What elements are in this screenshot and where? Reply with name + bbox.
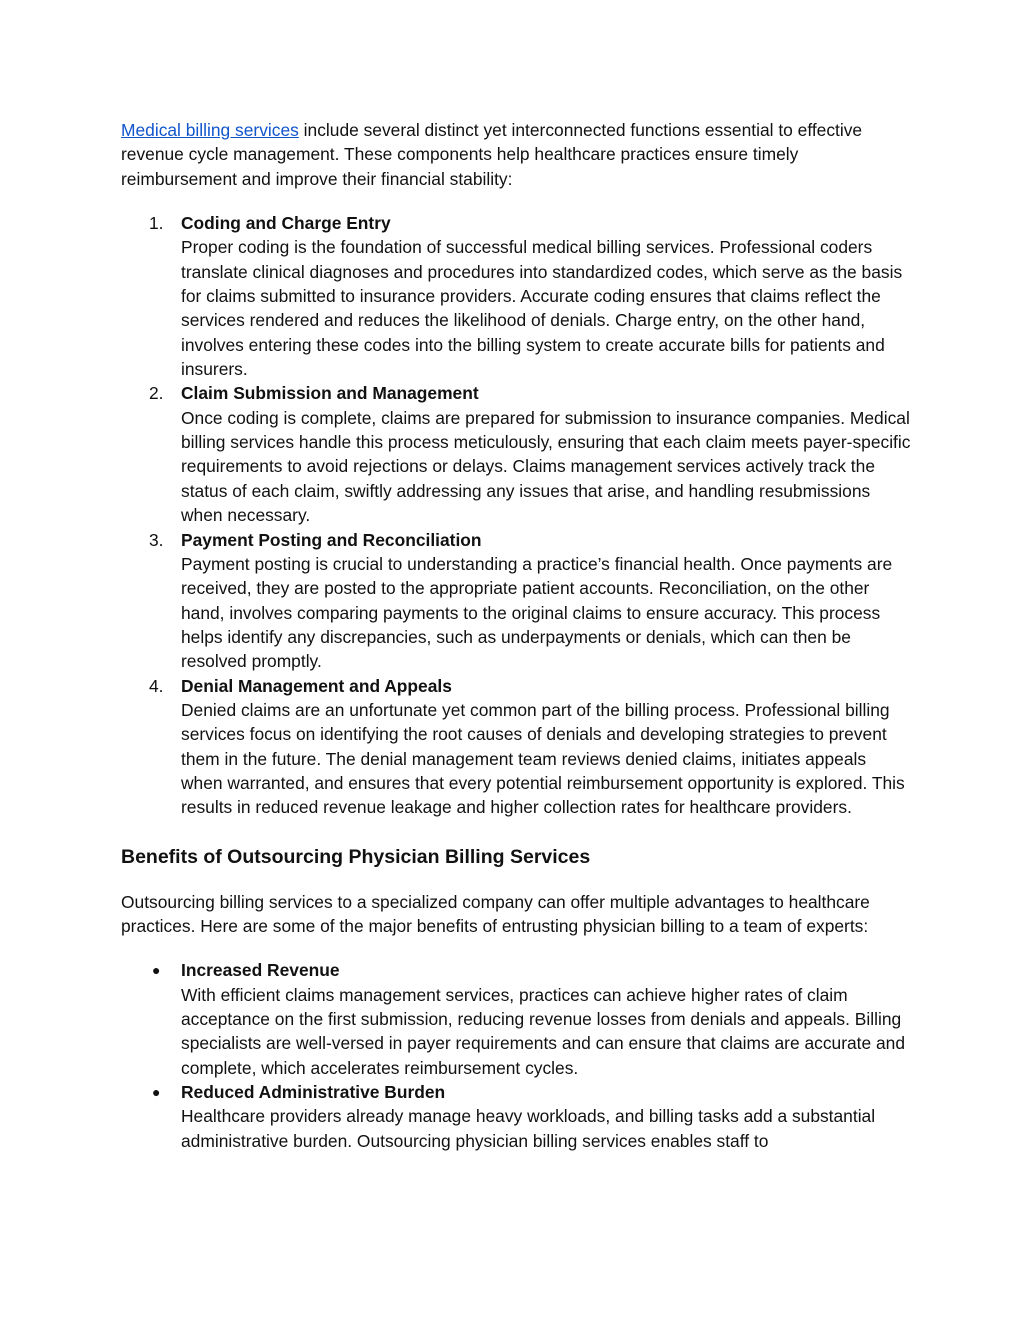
numbered-list (121, 211, 911, 820)
list-item-title: Denial Management and Appeals (181, 675, 452, 696)
list-item (121, 381, 911, 527)
bullet-item (121, 958, 911, 1080)
section-heading: Benefits of Outsourcing Physician Billing Services (121, 845, 591, 868)
bullet-item (121, 1080, 911, 1153)
list-number: 3. (149, 529, 164, 550)
bullet-icon: ● (152, 962, 161, 979)
bullet-item-title: Reduced Administrative Burden (181, 1082, 446, 1103)
document-page (121, 118, 911, 1153)
list-item (121, 528, 911, 674)
list-item-body: Once coding is complete, claims are prepared for submission to insurance companies. Medical billing services handle this process meticulously, ensuring that each claim meets payer-specific requirements to avoid rejections or delays. Claims management services actively track the status of each claim, swiftly addressing any issues that arise, and handling resubmissions when necessary. (181, 407, 911, 526)
list-item-body: Proper coding is the foundation of successful medical billing services. Professional coders translate clinical diagnoses and procedures into standardized codes, which serve as the basis for claims submitted to insurance providers. Accurate coding ensures that claims reflect the services rendered and reduces the likelihood of denials. Charge entry, on the other hand, involves entering these codes into the billing system to create accurate bills for patients and insurers. (181, 237, 903, 380)
medical-billing-services-link[interactable]: Medical billing services (121, 120, 299, 140)
list-item-body: Payment posting is crucial to understanding a practice’s financial health. Once payments are received, they are posted to the appropriate patient accounts. Reconciliation, on the other hand, involves comparing payments to the original claims to ensure accuracy. This process helps identify any discrepancies, such as underpayments or denials, which can then be resolved promptly. (181, 553, 893, 672)
bullet-item-body: With efficient claims management services, practices can achieve higher rates of claim acceptance on the first submission, reducing revenue losses from denials and appeals. Billing specialists are well-versed in payer requirements and can ensure that claims are accurate and complete, which accelerates reimbursement cycles. (181, 984, 906, 1078)
list-number: 1. (149, 213, 164, 234)
list-item-title: Payment Posting and Reconciliation (181, 529, 482, 550)
intro-text: include several distinct yet interconnected functions essential to effective revenue cycle management. These components help healthcare practices ensure timely reimbursement and improve their financial stability: (121, 120, 863, 189)
list-item (121, 674, 911, 820)
bullet-item-body: Healthcare providers already manage heavy workloads, and billing tasks add a substantial administrative burden. Outsourcing physician billing services enables staff to (181, 1106, 876, 1151)
section-paragraph: Outsourcing billing services to a specialized company can offer multiple advantages to healthcare practices. Here are some of the major benefits of entrusting physician billing to a team of experts: (121, 891, 870, 936)
list-item-title: Claim Submission and Management (181, 383, 479, 404)
list-item-body: Denied claims are an unfortunate yet common part of the billing process. Professional billing services focus on identifying the root causes of denials and developing strategies to prevent them in the future. The denial management team reviews denied claims, initiates appeals when warranted, and ensures that every potential reimbursement opportunity is explored. This results in reduced revenue leakage and higher collection rates for healthcare providers. (181, 699, 905, 818)
bullet-list (121, 958, 911, 1153)
intro-paragraph (121, 118, 911, 191)
list-number: 2. (149, 383, 164, 404)
bullet-item-title: Increased Revenue (181, 960, 340, 981)
bullet-icon: ● (152, 1084, 161, 1101)
list-number: 4. (149, 675, 164, 696)
list-item (121, 211, 911, 381)
list-item-title: Coding and Charge Entry (181, 213, 391, 234)
